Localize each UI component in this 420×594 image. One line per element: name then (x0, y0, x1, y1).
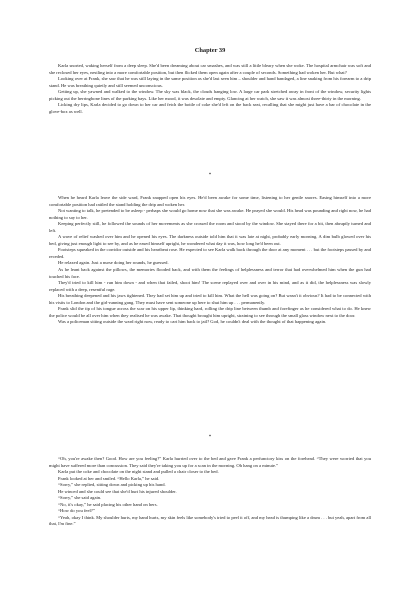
section-2 (49, 195, 371, 326)
section-3 (49, 456, 371, 528)
paragraph: He relaxed again. Just a nurse doing her rounds, he guessed. (58, 260, 169, 266)
paragraph: They'd tried to kill him - run him down - and when that failed, shoot him! The scene replayed over and over in his mind, and as it did, the helplessness was slowly replaced with a deep, resentful rage. (49, 280, 371, 292)
paragraph: Was a policeman sitting outside the ward right now, ready to cart him back to jail? God, he couldn't deal with the thought of that happening again. (58, 319, 327, 325)
paragraph: “Sorry,” she said again. (58, 495, 102, 501)
scene-break: * (208, 173, 212, 178)
paragraph: “Yeah, okay I think. My shoulder hurts, my hand hurts, my skin feels like somebody's tried to peel it off, and my head is thumping like a drum . . . but yeah, apart from all that, I'm fine.” (49, 514, 371, 527)
section-1 (49, 63, 371, 115)
paragraph: His breathing deepened and his jaws tightened. They had set him up and tried to kill him. What the hell was going on? But wasn't it obvious? It had to be connected with his visits to London and the girl-running gang. They must have sent someone up here to shut him up . . . permanently. (49, 293, 371, 305)
paragraph: Karla put the coke and chocolate on the night stand and pulled a chair closer to the bed. (58, 469, 219, 475)
paragraph: Keeping perfectly still, he followed the sounds of her movements as she crossed the room and stood by the window. She stayed there for a bit, then abruptly turned and left. (49, 221, 371, 233)
paragraph: “Sorry,” she replied, sitting down and picking up his hand. (58, 482, 166, 488)
paragraph: Frank looked at her and smiled. “Hello Karla,” he said. (58, 475, 160, 481)
chapter-title: Chapter 39 (194, 47, 226, 54)
paragraph: Not wanting to talk, he pretended to be asleep - perhaps she would go home now that she was awake. He prayed she would. His head was pounding and right now, he had nothing to say to her. (49, 208, 371, 220)
paragraph: “No, it's okay,” he said placing his other hand on hers. (58, 501, 158, 507)
paragraph: As he leant back against the pillows, the memories flooded back, and with them the feelings of helplessness and terror that had overwhelmed him when the gun had touched his face. (49, 267, 371, 279)
paragraph: “How do you feel?” (58, 508, 95, 514)
paragraph: Karla snorted, waking herself from a deep sleep. She'd been dreaming about car smashes, and was still a little bleary when she woke. The hospital armchair was soft and she reclosed her eyes, nestling into a more comfortable position, but then flicked them open again after a couple of seconds. Something had woken her. But what? (49, 63, 371, 75)
paragraph: Licking dry lips, Karla decided to go down to her car and fetch the bottle of coke she'd left on the back seat, recalling that she might just have a bar of chocolate in the glove-box as well. (49, 102, 371, 114)
scene-break: * (208, 435, 212, 440)
paragraph: Frank slid the tip of his tongue across the scar on his upper lip, thinking hard, rolling the drip line between thumb and forefinger as he considered what to do. He knew the police would be all over him when they realised he was awake. That thought brought him upright, straining to see through the small glass window next to the door. (49, 306, 371, 318)
paragraph: Getting up, she yawned and walked to the window. The sky was black, the clouds hanging low. A large car park stretched away in front of the window, security lights picking out the herringbone lines of the parking bays. Like her mood, it was desolate and empty. Glancing at her watch, she saw it was almost three-thirty in the morning. (49, 89, 371, 101)
paragraph: Looking over at Frank, she saw that he was still laying in the same position as she'd last seen him – shoulder and hand bandaged, a line snaking from his forearm to a drip stand. He was breathing quietly and still seemed unconscious. (49, 76, 371, 88)
paragraph: Footsteps squeaked in the corridor outside and his heartbeat rose. He expected to see Karla walk back through the door at any moment . . . but the footsteps passed by and receded. (49, 247, 371, 259)
paragraph: When he heard Karla leave the side ward, Frank snapped open his eyes. He'd been awake for some time, listening to her gentle snores. Easing himself into a more comfortable position had rattled the stand holding the drip and woken her. (49, 195, 371, 207)
paragraph: “Oh, you're awake then? Good. How are you feeling?” Karla hurried over to the bed and gave Frank a perfunctory kiss on the forehead. “They were worried that you might have suffered more than concussion. They said they're taking you up for a scan in the morning. Oh hang on a minute.” (49, 456, 371, 468)
paragraph: He winced and she could see that she'd hurt his injured shoulder. (58, 488, 177, 494)
paragraph: A wave of relief washed over him and he opened his eyes. The darkness outside told him that it was late at night, probably early morning. A dim bulb glowed over his bed, giving just enough light to see by, and as he eased himself upright, he wondered what day it was, how long he'd been out. (49, 234, 371, 246)
